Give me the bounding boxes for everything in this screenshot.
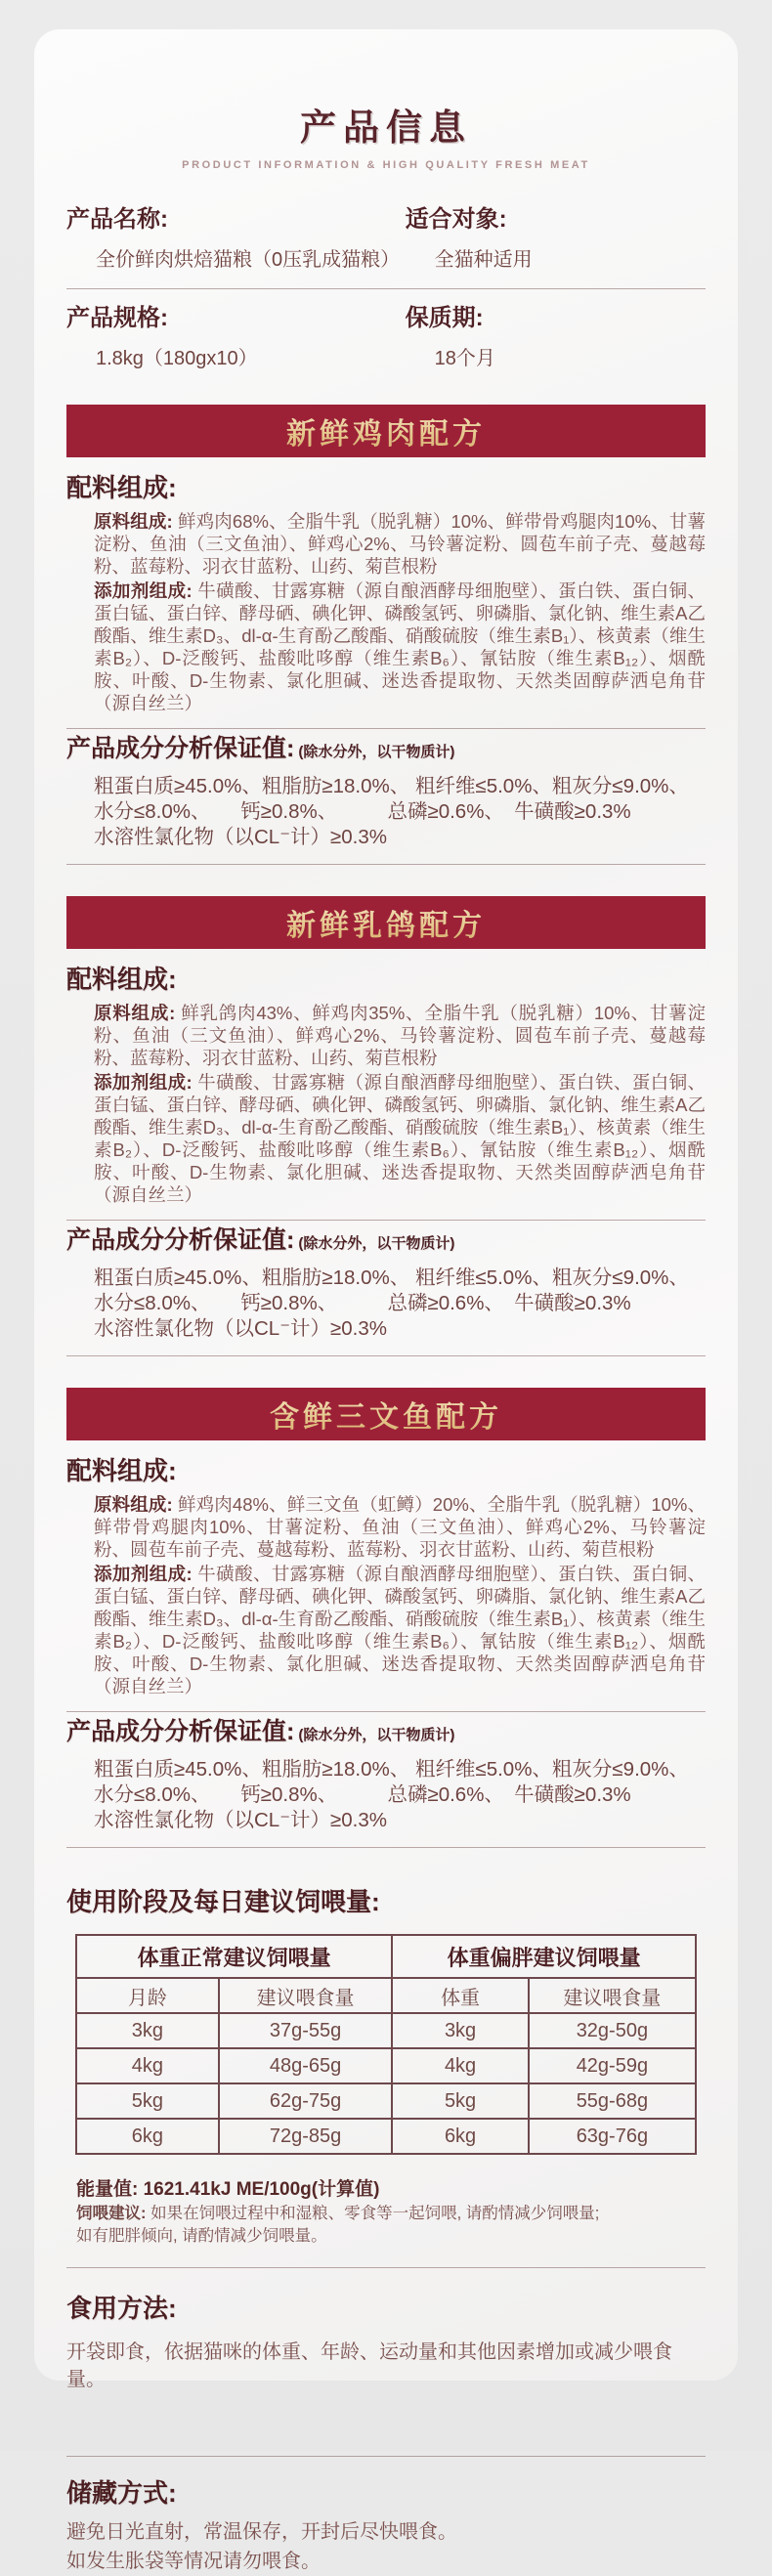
analysis-heading bbox=[66, 1718, 706, 1749]
field-label: 产品规格: bbox=[66, 305, 168, 331]
analysis-line: 粗蛋白质≥45.0%、粗脂肪≥18.0%、 粗纤维≤5.0%、粗灰分≤9.0%、 bbox=[94, 775, 689, 797]
field-label: 保质期: bbox=[405, 305, 484, 331]
raw-ingredients bbox=[66, 1493, 706, 1561]
analysis-line: 水分≤8.0%、 钙≥0.8%、 总磷≥0.6%、 牛磺酸≥0.3% bbox=[94, 800, 631, 823]
raw-ingredients-text: 鲜鸡肉68%、全脂牛乳（脱乳糖）10%、鲜带骨鸡腿肉10%、甘薯淀粉、鱼油（三文鱼油）、鲜鸡心2%、马铃薯淀粉、圆苞车前子壳、蔓越莓粉、蓝莓粉、羽衣甘蓝粉、山药、菊苣根粉 bbox=[94, 511, 706, 577]
field-suitable-for bbox=[406, 204, 706, 273]
usage-text: 开袋即食，依据猫咪的体重、年龄、运动量和其他因素增加或减少喂食量。 bbox=[66, 2341, 672, 2390]
table-row bbox=[76, 2119, 696, 2154]
feeding-advice-2: 如有肥胖倾向, 请酌情减少饲喂量。 bbox=[76, 2227, 327, 2245]
col-header: 建议喂食量 bbox=[529, 1978, 696, 2013]
divider bbox=[66, 2267, 706, 2268]
cell: 32g-50g bbox=[529, 2013, 696, 2048]
additive-ingredients bbox=[66, 1563, 706, 1697]
cell: 63g-76g bbox=[529, 2119, 696, 2154]
raw-ingredients-label: 原料组成: bbox=[94, 511, 173, 532]
col-header: 体重 bbox=[392, 1978, 528, 2013]
feeding-advice bbox=[66, 2203, 706, 2225]
additive-text: 牛磺酸、甘露寡糖（源自酿酒酵母细胞壁）、蛋白铁、蛋白铜、蛋白锰、蛋白锌、酵母硒、碘化钾、磷酸氢钙、卵磷脂、氯化钠、维生素A乙酸酯、维生素D₃、dl-α-生育酚乙酸酯、硝酸硫胺（维生素B₁）、核黄素（维生素B₂）、D-泛酸钙、盐酸吡哆醇（维生素B₆）、氰钴胺（维生素B₁₂）、烟酰胺、叶酸、D-生物素、氯化胆碱、迷迭香提取物、天然类固醇萨洒皂角苷（源自丝兰） bbox=[94, 580, 706, 713]
field-product-name bbox=[66, 204, 406, 273]
divider bbox=[66, 1847, 706, 1848]
divider bbox=[66, 288, 706, 289]
formula-banner bbox=[66, 1388, 706, 1440]
analysis-line: 水分≤8.0%、 钙≥0.8%、 总磷≥0.6%、 牛磺酸≥0.3% bbox=[94, 1783, 631, 1806]
info-row-1 bbox=[66, 204, 706, 273]
formula-banner-title: 新鲜乳鸽配方 bbox=[286, 901, 486, 944]
analysis-values bbox=[66, 1757, 706, 1833]
cell: 72g-85g bbox=[219, 2119, 393, 2154]
storage-line: 避免日光直射，常温保存，开封后尽快喂食。 bbox=[66, 2521, 457, 2543]
formula-squab bbox=[66, 896, 706, 1356]
field-value: 全猫种适用 bbox=[434, 249, 533, 271]
divider bbox=[66, 864, 706, 865]
field-label: 产品名称: bbox=[66, 206, 168, 233]
analysis-line: 粗蛋白质≥45.0%、粗脂肪≥18.0%、 粗纤维≤5.0%、粗灰分≤9.0%、 bbox=[94, 1267, 689, 1289]
field-shelf-life bbox=[406, 303, 706, 371]
analysis-values bbox=[66, 1266, 706, 1342]
cell: 6kg bbox=[392, 2119, 528, 2154]
raw-ingredients-text: 鲜乳鸽肉43%、鲜鸡肉35%、全脂牛乳（脱乳糖）10%、甘薯淀粉、鱼油（三文鱼油）、鲜鸡心2%、马铃薯淀粉、圆苞车前子壳、蔓越莓粉、蓝莓粉、羽衣甘蓝粉、山药、菊苣根粉 bbox=[94, 1003, 706, 1068]
product-basic-info bbox=[66, 204, 706, 371]
cell: 4kg bbox=[392, 2048, 528, 2083]
cell: 55g-68g bbox=[529, 2083, 696, 2119]
feeding-table bbox=[75, 1934, 697, 2155]
storage-text bbox=[66, 2517, 706, 2576]
formula-salmon bbox=[66, 1388, 706, 1848]
divider bbox=[66, 1711, 706, 1712]
cell: 4kg bbox=[76, 2048, 219, 2083]
raw-ingredients-text: 鲜鸡肉48%、鲜三文鱼（虹鳟）20%、全脂牛乳（脱乳糖）10%、鲜带骨鸡腿肉10%、甘薯淀粉、鱼油（三文鱼油）、鲜鸡心2%、马铃薯淀粉、圆苞车前子壳、蔓越莓粉、蓝莓粉、羽衣甘蓝粉、山药、菊苣根粉 bbox=[94, 1494, 706, 1560]
table-row bbox=[76, 2083, 696, 2119]
advice-text: 如果在饲喂过程中和湿粮、零食等一起饲喂, 请酌情减少饲喂量; bbox=[150, 2205, 600, 2222]
formula-banner-title: 含鲜三文鱼配方 bbox=[270, 1393, 502, 1436]
cell: 62g-75g bbox=[219, 2083, 393, 2119]
formula-banner bbox=[66, 405, 706, 457]
advice-label: 饲喂建议: bbox=[76, 2205, 147, 2222]
product-info-card bbox=[34, 29, 738, 2572]
field-label: 适合对象: bbox=[405, 206, 507, 233]
analysis-line: 水溶性氯化物（以CL⁻计）≥0.3% bbox=[94, 1809, 388, 1831]
storage-line: 如发生胀袋等情况请勿喂食。 bbox=[66, 2551, 321, 2572]
analysis-line: 水分≤8.0%、 钙≥0.8%、 总磷≥0.6%、 牛磺酸≥0.3% bbox=[94, 1292, 631, 1314]
analysis-title: 产品成分分析保证值: bbox=[66, 1226, 295, 1254]
cell: 3kg bbox=[392, 2013, 528, 2048]
table-row bbox=[76, 2048, 696, 2083]
additive-text: 牛磺酸、甘露寡糖（源自酿酒酵母细胞壁）、蛋白铁、蛋白铜、蛋白锰、蛋白锌、酵母硒、碘化钾、磷酸氢钙、卵磷脂、氯化钠、维生素A乙酸酯、维生素D₃、dl-α-生育酚乙酸酯、硝酸硫胺（维生素B₁）、核黄素（维生素B₂）、D-泛酸钙、盐酸吡哆醇（维生素B₆）、氰钴胺（维生素B₁₂）、烟酰胺、叶酸、D-生物素、氯化胆碱、迷迭香提取物、天然类固醇萨洒皂角苷（源自丝兰） bbox=[94, 1564, 706, 1696]
field-value: 1.8kg（180gx10） bbox=[96, 348, 258, 369]
cell: 42g-59g bbox=[529, 2048, 696, 2083]
analysis-title: 产品成分分析保证值: bbox=[66, 735, 295, 762]
page-title: 产品信息 bbox=[300, 107, 472, 148]
info-row-2 bbox=[66, 303, 706, 371]
raw-ingredients-label: 原料组成: bbox=[94, 1003, 176, 1023]
group-header-overweight: 体重偏胖建议饲喂量 bbox=[392, 1935, 696, 1978]
raw-ingredients bbox=[66, 1002, 706, 1069]
formula-banner-title: 新鲜鸡肉配方 bbox=[286, 409, 486, 452]
cell: 5kg bbox=[76, 2083, 219, 2119]
feeding-section bbox=[66, 1887, 706, 2248]
analysis-title: 产品成分分析保证值: bbox=[66, 1718, 295, 1745]
analysis-note: (除水分外，以干物质计) bbox=[298, 744, 455, 760]
cell: 48g-65g bbox=[219, 2048, 393, 2083]
cell: 5kg bbox=[392, 2083, 528, 2119]
field-product-spec bbox=[66, 303, 406, 371]
raw-ingredients bbox=[66, 510, 706, 578]
additive-text: 牛磺酸、甘露寡糖（源自酿酒酵母细胞壁）、蛋白铁、蛋白铜、蛋白锰、蛋白锌、酵母硒、碘化钾、磷酸氢钙、卵磷脂、氯化钠、维生素A乙酸酯、维生素D₃、dl-α-生育酚乙酸酯、硝酸硫胺（维生素B₁）、核黄素（维生素B₂）、D-泛酸钙、盐酸吡哆醇（维生素B₆）、氰钴胺（维生素B₁₂）、烟酰胺、叶酸、D-生物素、氯化胆碱、迷迭香提取物、天然类固醇萨洒皂角苷（源自丝兰） bbox=[94, 1072, 706, 1205]
usage-section bbox=[66, 2294, 706, 2393]
divider bbox=[66, 2456, 706, 2457]
analysis-heading bbox=[66, 735, 706, 766]
cell: 6kg bbox=[76, 2119, 219, 2154]
storage-heading: 储藏方式: bbox=[66, 2478, 177, 2508]
additive-label: 添加剂组成: bbox=[94, 580, 193, 601]
energy-value: 能量值: 1621.41kJ ME/100g(计算值) bbox=[76, 2179, 380, 2200]
storage-section bbox=[66, 2478, 706, 2576]
feeding-heading: 使用阶段及每日建议饲喂量: bbox=[66, 1887, 380, 1916]
table-group-header-row bbox=[76, 1935, 696, 1978]
divider bbox=[66, 1355, 706, 1356]
usage-heading: 食用方法: bbox=[66, 2294, 177, 2323]
analysis-note: (除水分外，以干物质计) bbox=[298, 1235, 455, 1252]
divider bbox=[66, 1220, 706, 1221]
additive-ingredients bbox=[66, 1071, 706, 1206]
ingredients-heading: 配料组成: bbox=[66, 473, 177, 502]
ingredients-heading: 配料组成: bbox=[66, 1456, 177, 1485]
analysis-line: 水溶性氯化物（以CL⁻计）≥0.3% bbox=[94, 826, 388, 848]
raw-ingredients-label: 原料组成: bbox=[94, 1494, 173, 1515]
field-value: 全价鲜肉烘焙猫粮（0压乳成猫粮） bbox=[96, 249, 401, 271]
page-subtitle: PRODUCT INFORMATION & HIGH QUALITY FRESH MEAT bbox=[182, 159, 590, 171]
col-header: 建议喂食量 bbox=[219, 1978, 393, 2013]
cell: 3kg bbox=[76, 2013, 219, 2048]
analysis-note: (除水分外，以干物质计) bbox=[298, 1727, 455, 1743]
analysis-heading bbox=[66, 1226, 706, 1258]
analysis-line: 水溶性氯化物（以CL⁻计）≥0.3% bbox=[94, 1317, 388, 1340]
divider bbox=[66, 728, 706, 729]
additive-label: 添加剂组成: bbox=[94, 1072, 193, 1093]
table-subheader-row bbox=[76, 1978, 696, 2013]
col-header: 月龄 bbox=[76, 1978, 219, 2013]
cell: 37g-55g bbox=[219, 2013, 393, 2048]
field-value: 18个月 bbox=[434, 348, 495, 369]
table-row bbox=[76, 2013, 696, 2048]
formula-chicken bbox=[66, 405, 706, 865]
analysis-values bbox=[66, 774, 706, 850]
formula-banner bbox=[66, 896, 706, 949]
ingredients-heading: 配料组成: bbox=[66, 965, 177, 994]
additive-ingredients bbox=[66, 580, 706, 714]
group-header-normal: 体重正常建议饲喂量 bbox=[76, 1935, 392, 1978]
analysis-line: 粗蛋白质≥45.0%、粗脂肪≥18.0%、 粗纤维≤5.0%、粗灰分≤9.0%、 bbox=[94, 1758, 689, 1781]
additive-label: 添加剂组成: bbox=[94, 1564, 193, 1584]
